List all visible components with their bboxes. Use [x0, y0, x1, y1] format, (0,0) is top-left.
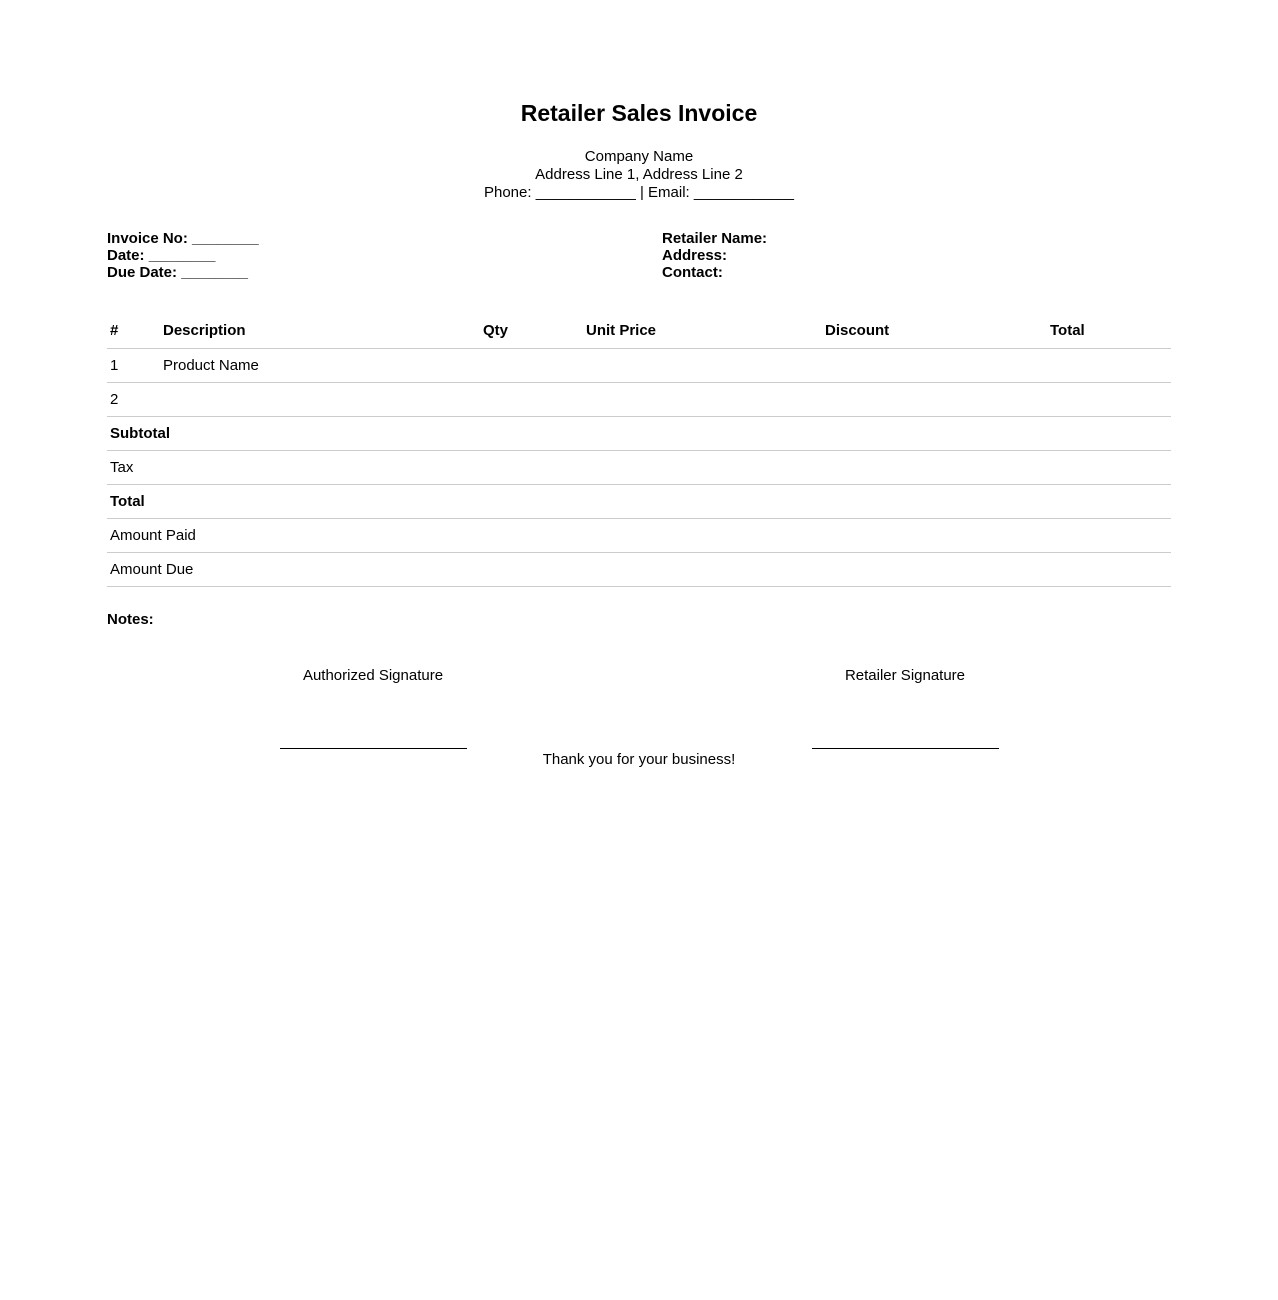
cell-unit-price — [583, 382, 822, 416]
cell-discount — [822, 382, 1047, 416]
date-blank: ________ — [148, 247, 216, 264]
contact-separator: | — [639, 184, 644, 201]
retailer-contact-label: Contact: — [662, 264, 723, 281]
retailer-address-label: Address: — [662, 247, 728, 264]
invoice-no-label: Invoice No: — [107, 230, 188, 247]
page-title: Retailer Sales Invoice — [520, 100, 758, 126]
column-header-description: Description — [160, 314, 480, 348]
retailer-signature-line — [812, 748, 999, 749]
cell-unit-price — [583, 348, 822, 382]
amount-due-value — [1047, 552, 1171, 586]
date-line — [107, 247, 639, 264]
phone-blank: ____________ — [535, 184, 636, 201]
total-label: Total — [107, 484, 1047, 518]
email-label: Email: — [648, 184, 690, 201]
invoice-info-section — [107, 230, 1171, 281]
due-date-line — [107, 264, 639, 281]
cell-total — [1047, 348, 1171, 382]
amount-paid-label: Amount Paid — [107, 518, 1047, 552]
column-header-qty: Qty — [480, 314, 583, 348]
summary-row-total — [107, 484, 1171, 518]
table-header-row — [107, 314, 1171, 348]
subtotal-value — [1047, 416, 1171, 450]
notes-label: Notes: — [107, 610, 154, 628]
column-header-total: Total — [1047, 314, 1171, 348]
signature-section — [107, 666, 1171, 768]
date-label: Date: — [107, 247, 145, 264]
retailer-name-label: Retailer Name: — [662, 230, 768, 247]
summary-row-amount-due — [107, 552, 1171, 586]
cell-discount — [822, 348, 1047, 382]
company-contact-line — [107, 184, 1171, 202]
cell-qty — [480, 348, 583, 382]
authorized-signature-label: Authorized Signature — [302, 666, 444, 684]
invoice-no-blank: ________ — [192, 230, 259, 247]
authorized-signature-block — [107, 667, 639, 749]
invoice-details-column — [107, 230, 639, 281]
company-address: Address Line 1, Address Line 2 — [535, 166, 743, 183]
cell-description — [160, 382, 480, 416]
tax-value — [1047, 450, 1171, 484]
column-header-number: # — [107, 314, 160, 348]
phone-label: Phone: — [483, 184, 532, 201]
summary-row-tax — [107, 450, 1171, 484]
footer-message: Thank you for your business! — [542, 750, 736, 768]
column-header-unit-price: Unit Price — [583, 314, 822, 348]
amount-paid-value — [1047, 518, 1171, 552]
line-items-table — [107, 314, 1171, 587]
due-date-label: Due Date: — [107, 264, 178, 281]
cell-qty — [480, 382, 583, 416]
retailer-signature-block — [639, 667, 1171, 749]
retailer-signature-label: Retailer Signature — [844, 666, 966, 684]
cell-row-number: 2 — [107, 382, 160, 416]
summary-row-subtotal — [107, 416, 1171, 450]
amount-due-label: Amount Due — [107, 552, 1047, 586]
subtotal-label: Subtotal — [107, 416, 1047, 450]
cell-row-number: 1 — [107, 348, 160, 382]
due-date-blank: ________ — [181, 264, 248, 281]
table-row — [107, 382, 1171, 416]
table-row — [107, 348, 1171, 382]
total-value — [1047, 484, 1171, 518]
summary-row-amount-paid — [107, 518, 1171, 552]
company-name: Company Name — [584, 148, 694, 165]
company-header — [107, 148, 1171, 202]
retailer-details-column — [639, 230, 1171, 281]
tax-label: Tax — [107, 450, 1047, 484]
cell-description: Product Name — [160, 348, 480, 382]
authorized-signature-line — [280, 748, 467, 749]
cell-total — [1047, 382, 1171, 416]
invoice-no-line — [107, 230, 639, 247]
column-header-discount: Discount — [822, 314, 1047, 348]
email-blank: ____________ — [693, 184, 795, 201]
